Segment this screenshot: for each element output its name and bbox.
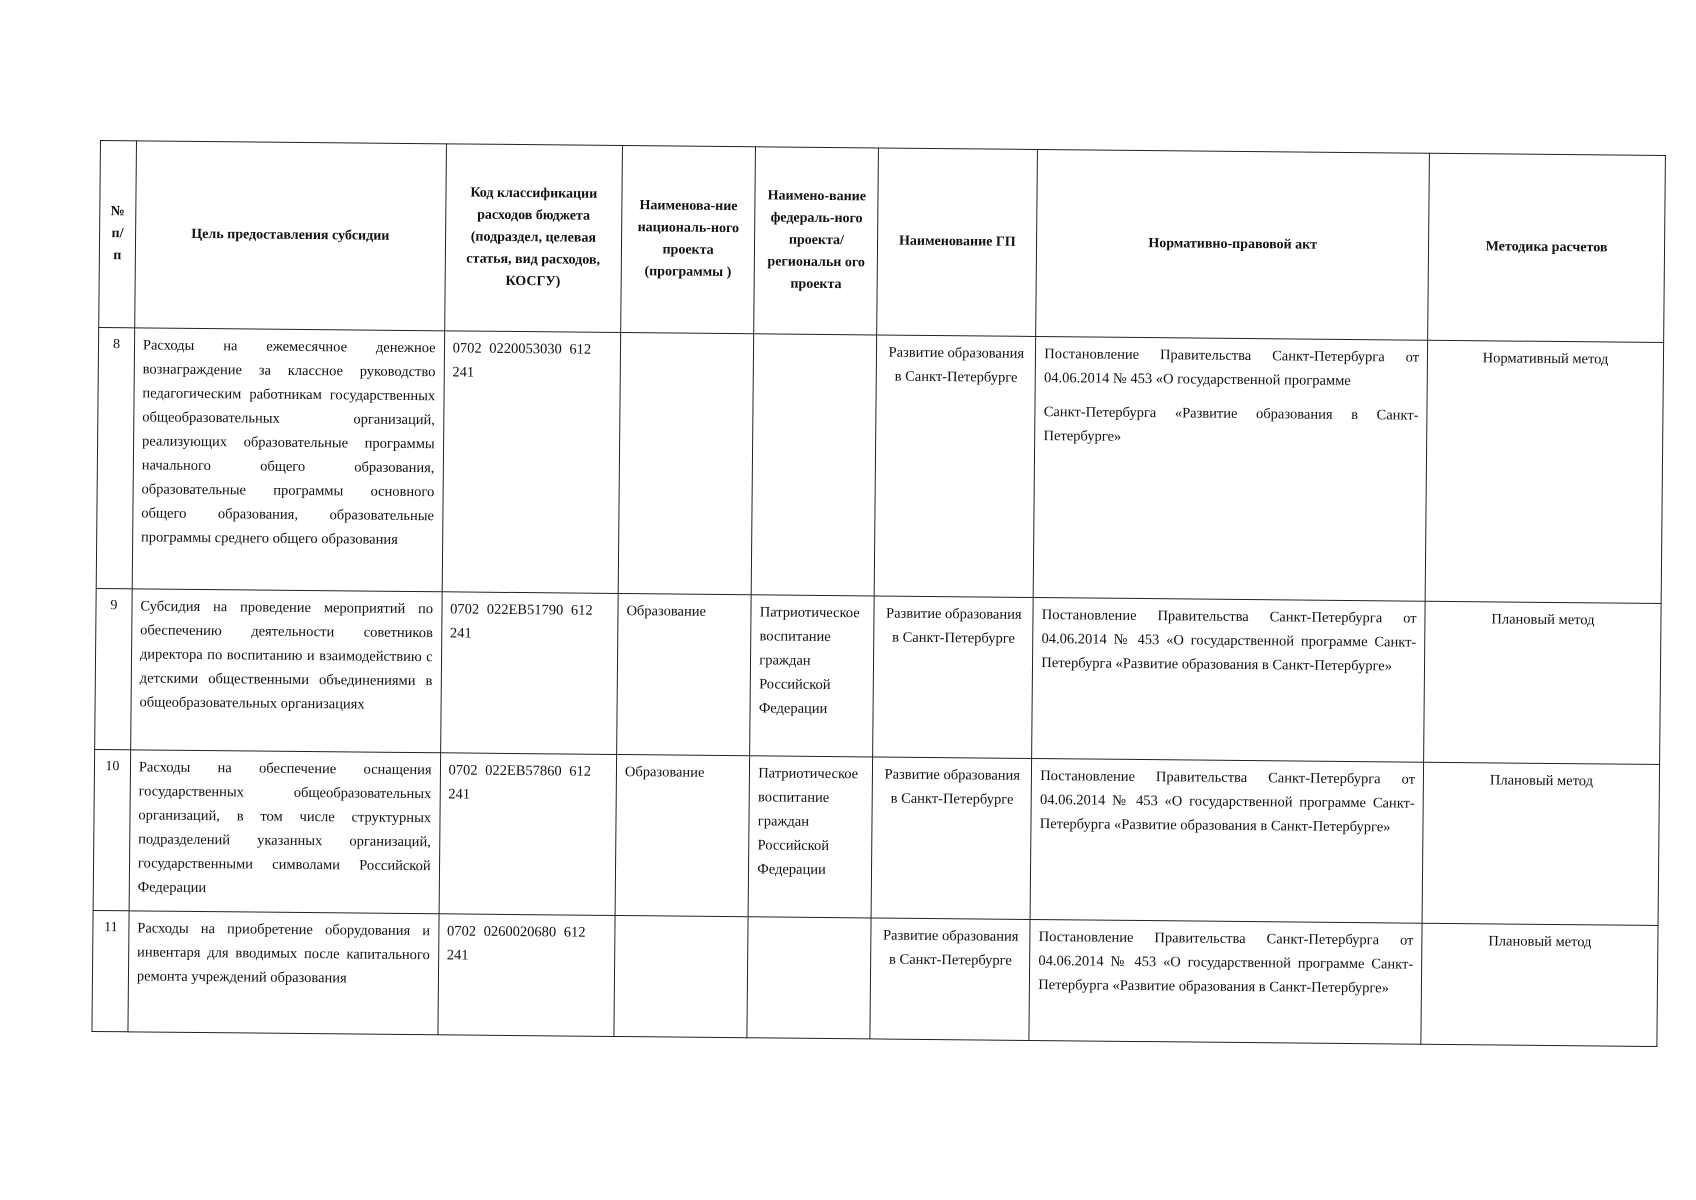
row-gp: Развитие образования в Санкт-Петербурге xyxy=(871,757,1031,920)
row-federal-project xyxy=(747,917,871,1039)
header-national-project: Наименова-ние националь-ного проекта (программы ) xyxy=(621,146,756,334)
row-code: 0702 022EB51790 612 241 xyxy=(440,592,618,755)
row-gp: Развитие образования в Санкт-Петербурге xyxy=(873,596,1033,759)
row-method: Плановый метод xyxy=(1422,762,1659,925)
subsidy-table xyxy=(91,140,1665,1047)
header-act: Нормативно-правовой акт xyxy=(1036,150,1430,341)
row-national-project: Образование xyxy=(615,754,750,916)
row-code: 0702 0260020680 612 241 xyxy=(438,914,616,1037)
row-method: Плановый метод xyxy=(1424,601,1661,764)
row-act xyxy=(1033,336,1427,601)
table-row xyxy=(92,910,1658,1046)
document-sheet xyxy=(91,140,1665,1047)
row-act-text: Постановление Правительства Санкт-Петербурга от 04.06.2014 № 453 «О государственной программе xyxy=(1043,346,1420,390)
header-goal: Цель предоставления субсидии xyxy=(135,141,446,331)
header-federal-project: Наимено-вание федераль-ного проекта/ региональн ого проекта xyxy=(754,147,879,335)
row-goal: Расходы на обеспечение оснащения государственных общеобразовательных организаций, в том числе структурных подразделений указанных организаций, государственными символами Российской Федерации xyxy=(129,750,440,914)
row-act-text-continued: Санкт-Петербурга «Развитие образования в Санкт-Петербурге» xyxy=(1043,404,1419,445)
row-gp: Развитие образования в Санкт-Петербурге xyxy=(875,335,1036,598)
table-row xyxy=(96,327,1663,603)
row-num: 8 xyxy=(96,327,134,588)
row-act: Постановление Правительства Санкт-Петербурга от 04.06.2014 № 453 «О государственной программе Санкт-Петербурга «Развитие образования в Санкт-Петербурге» xyxy=(1032,597,1425,762)
row-goal: Расходы на приобретение оборудования и инвентаря для вводимых после капитального ремонта учреждений образования xyxy=(128,911,439,1035)
table-row xyxy=(93,749,1659,925)
row-gp: Развитие образования в Санкт-Петербурге xyxy=(870,918,1030,1041)
row-num: 9 xyxy=(95,588,132,749)
row-method: Нормативный метод xyxy=(1425,340,1663,603)
header-code: Код классификации расходов бюджета (подраздел, целевая статья, вид расходов, КОСГУ) xyxy=(444,144,622,333)
row-act: Постановление Правительства Санкт-Петербурга от 04.06.2014 № 453 «О государственной программе Санкт-Петербурга «Развитие образования в Санкт-Петербурге» xyxy=(1029,919,1422,1044)
table-header-row xyxy=(99,141,1666,343)
row-goal: Расходы на ежемесячное денежное вознаграждение за классное руководство педагогическим работникам государственных общеобразовательных организаций, реализующих образовательные программы начального общего образования, образовательные программы основного общего образования, образовательные программы среднего общего образования xyxy=(132,328,444,592)
row-code: 0702 022EB57860 612 241 xyxy=(439,753,617,916)
row-federal-project: Патриотическое воспитание граждан Российской Федерации xyxy=(750,595,875,757)
row-goal: Субсидия на проведение мероприятий по обеспечению деятельности советников директора по воспитанию и взаимодействию с детскими общественными объединениями в общеобразовательных организациях xyxy=(131,589,442,753)
row-method: Плановый метод xyxy=(1421,923,1658,1046)
table-row xyxy=(95,588,1661,764)
row-num: 11 xyxy=(92,910,129,1031)
row-national-project xyxy=(614,915,748,1037)
header-gp: Наименование ГП xyxy=(877,148,1038,337)
header-method: Методика расчетов xyxy=(1428,153,1666,342)
row-national-project xyxy=(618,333,754,595)
row-num: 10 xyxy=(93,749,130,910)
row-act: Постановление Правительства Санкт-Петербурга от 04.06.2014 № 453 «О государственной программе Санкт-Петербурга «Развитие образования в Санкт-Петербурге» xyxy=(1030,758,1423,923)
row-national-project: Образование xyxy=(617,593,752,755)
row-code: 0702 0220053030 612 241 xyxy=(442,331,621,594)
row-federal-project xyxy=(751,334,877,596)
row-federal-project: Патриотическое воспитание граждан Российской Федерации xyxy=(748,756,873,918)
header-num: № п/п xyxy=(99,141,137,328)
